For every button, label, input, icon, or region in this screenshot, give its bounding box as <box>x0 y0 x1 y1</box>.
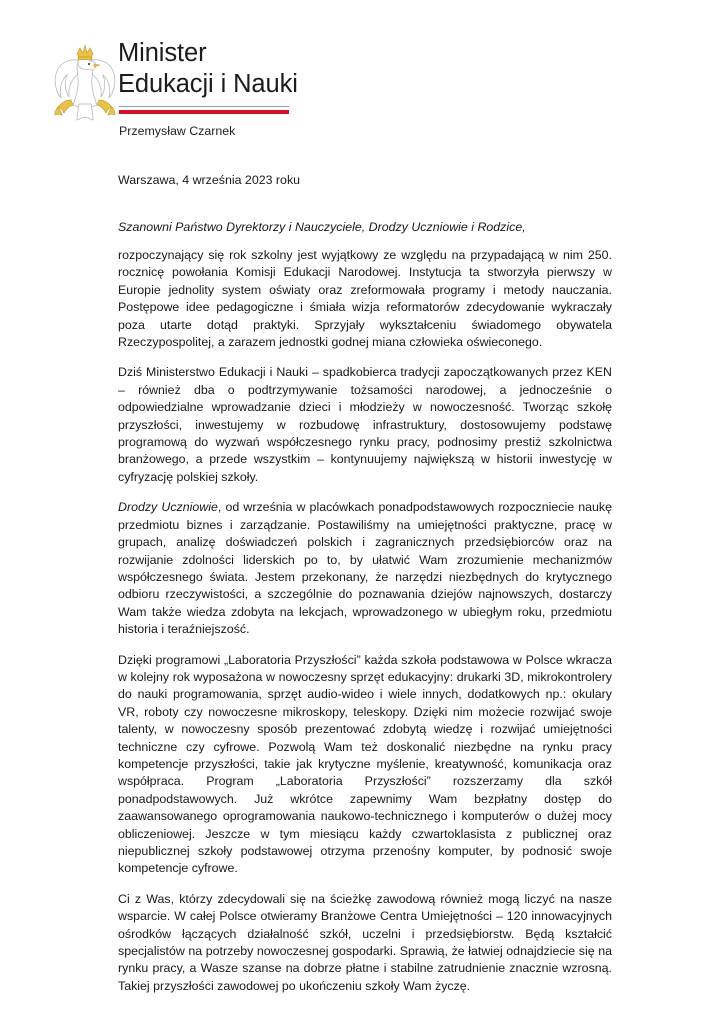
ministry-title-line1: Minister <box>118 39 207 67</box>
paragraph-text: rozpoczynający się rok szkolny jest wyjątkowy ze względu na przypadającą w nim 250. rocznicę powołania Komisji Edukacji Narodowej. Instytucja ta stworzyła pierwszy w Europie jednolity system oświaty oraz zreformowała programy i metody nauczania. Postępowe idee pedagogiczne i śmiała wizja reformatorów zdecydowanie wykraczały poza utarte dotąd praktyki. Sprzyjały wykształceniu świadomego obywatela Rzeczypospolitej, a zarazem jednostki godnej miana człowieka oświeconego. <box>118 248 612 350</box>
paragraph <box>118 247 612 351</box>
paragraph <box>118 891 612 995</box>
ministry-title <box>118 38 538 100</box>
paragraph-text: Ci z Was, którzy zdecydowali się na ścieżkę zawodową również mogą liczyć na nasze wsparcie. W całej Polsce otwieramy Branżowe Centra Umiejętności – 120 innowacyjnych ośrodków łączących działalność szkół, uczelni i przedsiębiorstw. Będą kształcić specjalistów na potrzeby nowoczesnej gospodarki. Sprawią, że łatwiej odnajdziecie się na rynku pracy, a Wasze szanse na dobrze płatne i stabilne zatrudnienie znacznie wzrosną. Takiej przyszłości zawodowej po ukończeniu szkoły Wam życzę. <box>118 891 612 993</box>
letterhead-divider-gray <box>119 106 289 107</box>
letter-body <box>118 172 612 995</box>
paragraph-text: Dzięki programowi „Laboratoria Przyszłości” każda szkoła podstawowa w Polsce wkracza w kolejny rok wyposażona w nowoczesny sprzęt edukacyjny: drukarki 3D, mikrokontrolery do nauki programowania, sprzęt audio-wideo i wiele innych, dodatkowych np.: okulary VR, roboty czy nowoczesne mikroskopy, teleskopy. Dzięki nim możecie rozwijać swoje talenty, w nowoczesny sposób prezentować zdobytą wiedzę i rozwijać umiejętności techniczne czy cyfrowe. Pozwolą Wam też doskonalić niezbędne na rynku pracy kompetencje przyszłości, takie jak krytyczne myślenie, kreatywność, komunikacja oraz współpraca. Program „Laboratoria Przyszłości” rozszerzamy dla szkół ponadpodstawowych. Już wkrótce zapewnimy Wam bezpłatny dostęp do zaawansowanego oprogramowania naukowo-technicznego i komputerów o dużej mocy obliczeniowej. Jeszcze w tym miesiącu każdy czwartoklasista z publicznej oraz niepublicznej szkoły podstawowej otrzyma przenośny komputer, by podnosić swoje kompetencje cyfrowe. <box>118 652 612 876</box>
ministry-title-line2: Edukacji i Nauki <box>118 70 298 98</box>
letterhead-text <box>118 38 538 139</box>
paragraph <box>118 364 612 486</box>
letterhead-divider-red <box>119 110 289 114</box>
paragraph-lead: Drodzy Uczniowie <box>118 500 218 515</box>
polish-eagle-emblem-icon <box>47 40 123 124</box>
paragraph <box>118 652 612 878</box>
salutation: Szanowni Państwo Dyrektorzy i Nauczyciele, Drodzy Uczniowie i Rodzice, <box>118 220 526 234</box>
minister-name: Przemysław Czarnek <box>119 124 236 138</box>
paragraph-text: Dziś Ministerstwo Edukacji i Nauki – spadkobierca tradycji zapoczątkowanych przez KEN – również dba o podtrzymywanie tożsamości narodowej, a jednocześnie o odpowiedzialne wprowadzanie dzieci i młodzieży w nowoczesność. Tworząc szkołę przyszłości, inwestujemy w rozbudowę infrastruktury, dostosowujemy podstawę programową do wyzwań współczesnego rynku pracy, podnosimy prestiż szkolnictwa branżowego, a przede wszystkim – kontynuujemy największą w historii inwestycję w cyfryzację polskiej szkoły. <box>118 365 612 484</box>
letterhead <box>44 38 604 148</box>
paragraph-text: , od września w placówkach ponadpodstawowych rozpoczniecie naukę przedmiotu biznes i zarządzanie. Postawiliśmy na umiejętności praktyczne, pracę w grupach, analizę doświadczeń polskich i zagranicznych przedsiębiorców oraz na rozwijanie zdolności liderskich po to, by ułatwić Wam zrozumienie mechanizmów współczesnego świata. Jestem przekonany, że narzędzi niezbędnych do krytycznego odbioru rzeczywistości, a szczególnie do poznawania dziejów najnowszych, dostarczy Wam także wiedza zdobyta na lekcjach, wprowadzonego w ubiegłym roku, przedmiotu historia i teraźniejszość. <box>118 500 613 637</box>
place-and-date: Warszawa, 4 września 2023 roku <box>118 173 301 187</box>
paragraph <box>118 499 612 638</box>
